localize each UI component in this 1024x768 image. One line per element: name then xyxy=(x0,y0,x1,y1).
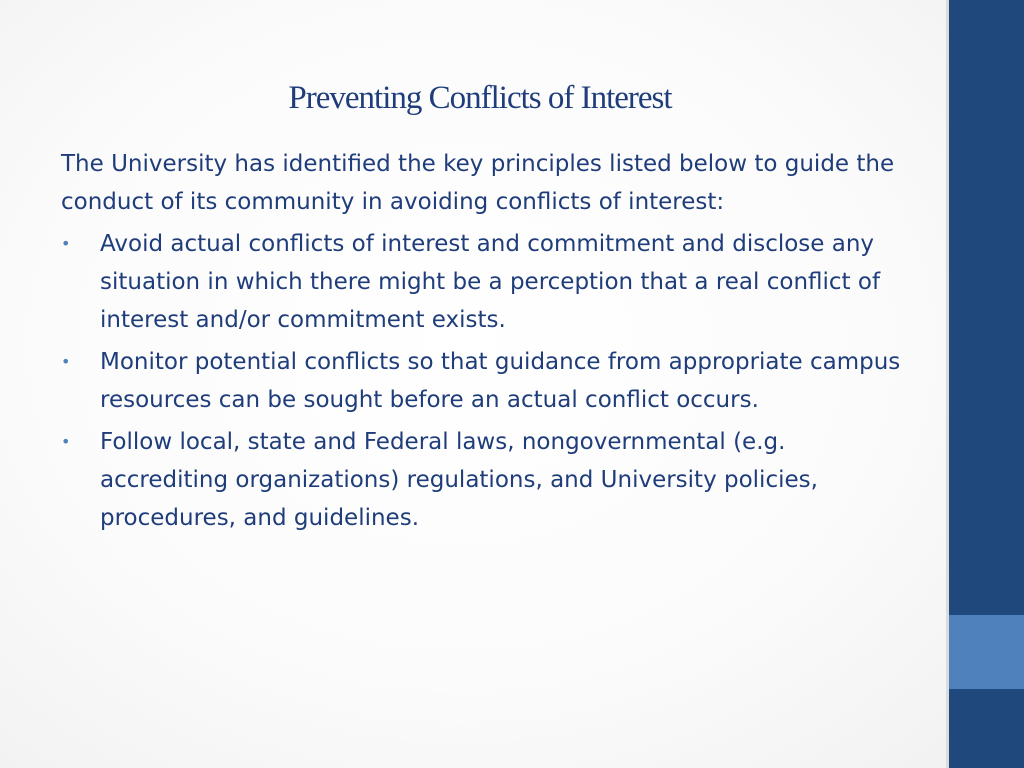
list-item xyxy=(61,225,911,339)
intro-paragraph: The University has identified the key principles listed below to guide the conduct of its community in avoiding conflicts of interest: xyxy=(61,151,895,215)
slide-body xyxy=(61,145,911,541)
list-item-text: Follow local, state and Federal laws, nongovernmental (e.g. accrediting organizations) regulations, and University policies, procedures, and guidelines. xyxy=(100,429,818,531)
list-item-text: Avoid actual conflicts of interest and commitment and disclose any situation in which there might be a perception that a real conflict of interest and/or commitment exists. xyxy=(100,231,881,333)
list-item xyxy=(61,343,911,419)
list-item-text: Monitor potential conflicts so that guidance from appropriate campus resources can be sought before an actual conflict occurs. xyxy=(100,349,901,413)
bullet-icon: • xyxy=(61,432,71,451)
bullet-icon: • xyxy=(61,234,71,253)
list-item xyxy=(61,423,911,537)
slide-title: Preventing Conflicts of Interest xyxy=(288,80,672,116)
bullet-icon: • xyxy=(61,352,71,371)
principles-list xyxy=(61,225,911,537)
sidebar-accent-block xyxy=(949,615,1024,689)
